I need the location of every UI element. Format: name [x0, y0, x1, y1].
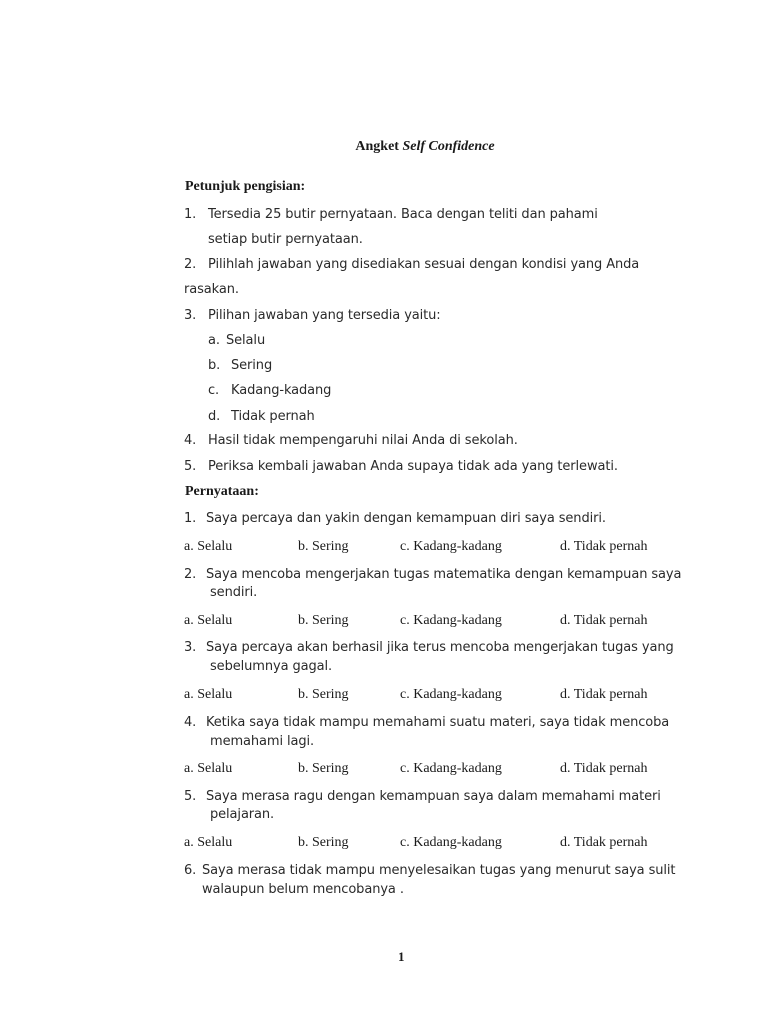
statements-heading: Pernyataan:: [185, 484, 259, 499]
statement-1-option-a[interactable]: a. Selalu: [184, 539, 233, 554]
instruction-5-number: 5.: [184, 459, 197, 474]
instruction-1-number: 1.: [184, 207, 197, 222]
document-title: [0, 140, 768, 154]
statement-3-line-1: Saya percaya akan berhasil jika terus mencoba mengerjakan tugas yang: [206, 640, 674, 655]
statement-3-option-d[interactable]: d. Tidak pernah: [560, 687, 648, 702]
instruction-2-line-2: rasakan.: [184, 282, 239, 297]
instruction-2-line-1: Pilihlah jawaban yang disediakan sesuai dengan kondisi yang Anda: [208, 257, 640, 272]
statement-3-option-b[interactable]: b. Sering: [298, 687, 349, 702]
statement-3-option-c[interactable]: c. Kadang-kadang: [400, 687, 502, 702]
statement-3-number: 3.: [184, 640, 197, 655]
choice-d-letter: d.: [208, 409, 221, 424]
instruction-3-line-1: Pilihan jawaban yang tersedia yaitu:: [208, 308, 441, 323]
choice-b-letter: b.: [208, 358, 221, 373]
statement-5-option-a[interactable]: a. Selalu: [184, 835, 233, 850]
statement-5-option-c[interactable]: c. Kadang-kadang: [400, 835, 502, 850]
choice-d-label: Tidak pernah: [231, 409, 315, 424]
statement-1-option-b[interactable]: b. Sering: [298, 539, 349, 554]
statement-2-line-2: sendiri.: [210, 585, 258, 600]
title-prefix: Angket: [355, 139, 399, 154]
instruction-1-line-1: Tersedia 25 butir pernyataan. Baca dengan teliti dan pahami: [208, 207, 598, 222]
statement-4-line-2: memahami lagi.: [210, 734, 315, 749]
statement-4-line-1: Ketika saya tidak mampu memahami suatu materi, saya tidak mencoba: [206, 715, 670, 730]
statement-4-option-d[interactable]: d. Tidak pernah: [560, 761, 648, 776]
choice-c-letter: c.: [208, 383, 220, 398]
page-number: 1: [398, 949, 405, 964]
instruction-4-line-1: Hasil tidak mempengaruhi nilai Anda di sekolah.: [208, 433, 518, 448]
statement-4-number: 4.: [184, 715, 197, 730]
statement-6-line-2: walaupun belum mencobanya .: [202, 882, 404, 897]
statement-3-option-a[interactable]: a. Selalu: [184, 687, 233, 702]
choice-c-label: Kadang-kadang: [231, 383, 332, 398]
statement-4-option-b[interactable]: b. Sering: [298, 761, 349, 776]
statement-2-number: 2.: [184, 567, 197, 582]
instructions-heading: Petunjuk pengisian:: [185, 179, 306, 194]
statement-4-option-c[interactable]: c. Kadang-kadang: [400, 761, 502, 776]
instruction-3-number: 3.: [184, 308, 197, 323]
statement-1-line-1: Saya percaya dan yakin dengan kemampuan diri saya sendiri.: [206, 511, 606, 526]
statement-2-option-d[interactable]: d. Tidak pernah: [560, 613, 648, 628]
instruction-2-number: 2.: [184, 257, 197, 272]
statement-3-line-2: sebelumnya gagal.: [210, 659, 333, 674]
statement-2-option-b[interactable]: b. Sering: [298, 613, 349, 628]
statement-2-line-1: Saya mencoba mengerjakan tugas matematika dengan kemampuan saya: [206, 567, 682, 582]
statement-2-option-c[interactable]: c. Kadang-kadang: [400, 613, 502, 628]
statement-5-option-b[interactable]: b. Sering: [298, 835, 349, 850]
statement-2-option-a[interactable]: a. Selalu: [184, 613, 233, 628]
statement-5-option-d[interactable]: d. Tidak pernah: [560, 835, 648, 850]
statement-4-option-a[interactable]: a. Selalu: [184, 761, 233, 776]
statement-1-number: 1.: [184, 511, 197, 526]
statement-1-option-c[interactable]: c. Kadang-kadang: [400, 539, 502, 554]
choice-b-label: Sering: [231, 358, 273, 373]
statement-1-option-d[interactable]: d. Tidak pernah: [560, 539, 648, 554]
instruction-5-line-1: Periksa kembali jawaban Anda supaya tidak ada yang terlewati.: [208, 459, 618, 474]
instruction-1-line-2: setiap butir pernyataan.: [208, 232, 363, 247]
choice-a-label: Selalu: [226, 333, 266, 348]
statement-5-number: 5.: [184, 789, 197, 804]
statement-5-line-2: pelajaran.: [210, 807, 275, 822]
choice-a-letter: a.: [208, 333, 220, 348]
instruction-4-number: 4.: [184, 433, 197, 448]
statement-6-number: 6.: [184, 863, 197, 878]
statement-5-line-1: Saya merasa ragu dengan kemampuan saya dalam memahami materi: [206, 789, 661, 804]
statement-6-line-1: Saya merasa tidak mampu menyelesaikan tugas yang menurut saya sulit: [202, 863, 676, 878]
title-emphasis: Self Confidence: [402, 139, 495, 154]
